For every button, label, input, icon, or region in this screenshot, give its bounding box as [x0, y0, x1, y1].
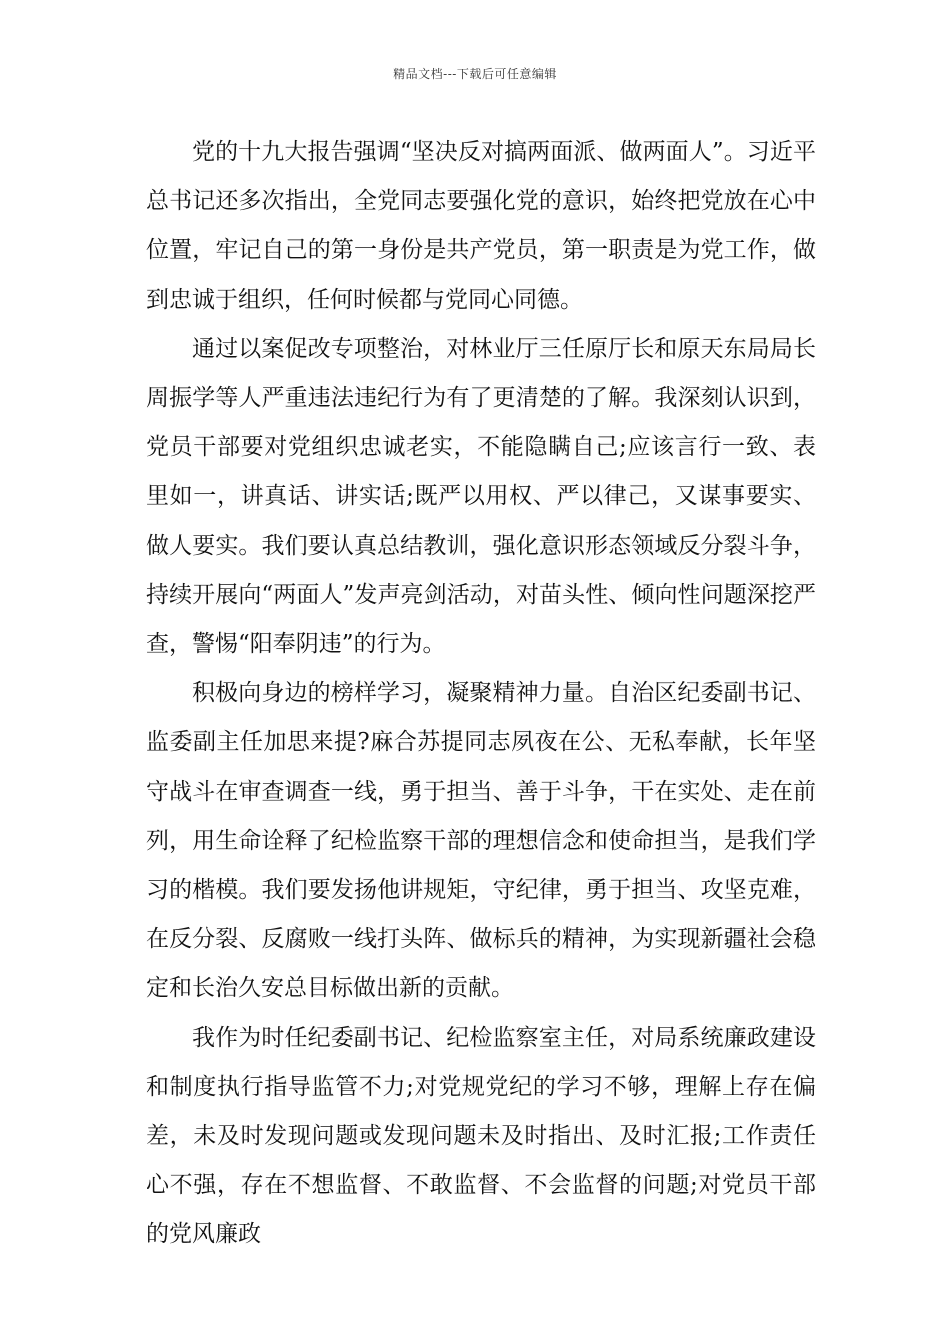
page-header: 精品文档---下载后可任意编辑 [393, 67, 557, 81]
paragraph: 我作为时任纪委副书记、纪检监察室主任，对局系统廉政建设和制度执行指导监管不力;对党规党纪的学习不够，理解上存在偏差，未及时发现问题或发现问题未及时指出、及时汇报;工作责任心不强，存在不想监督、不敢监督、不会监督的问题;对党员干部的党风廉政 [146, 1024, 816, 1248]
paragraph: 积极向身边的榜样学习，凝聚精神力量。自治区纪委副书记、监委副主任加思来提?麻合苏提同志夙夜在公、无私奉献，长年坚守战斗在审查调查一线，勇于担当、善于斗争，干在实处、走在前列，用生命诠释了纪检监察干部的理想信念和使命担当，是我们学习的楷模。我们要发扬他讲规矩，守纪律，勇于担当、攻坚克难，在反分裂、反腐败一线打头阵、做标兵的精神，为实现新疆社会稳定和长治久安总目标做出新的贡献。 [146, 680, 816, 1002]
document-body [146, 128, 816, 1260]
paragraph: 通过以案促改专项整治，对林业厅三任原厅长和原天东局局长周振学等人严重违法违纪行为有了更清楚的了解。我深刻认识到，党员干部要对党组织忠诚老实，不能隐瞒自己;应该言行一致、表里如一，讲真话、讲实话;既严以用权、严以律己，又谋事要实、做人要实。我们要认真总结教训，强化意识形态领域反分裂斗争，持续开展向“两面人”发声亮剑活动，对苗头性、倾向性问题深挖严查，警惕“阳奉阴违”的行为。 [146, 335, 816, 658]
paragraph: 党的十九大报告强调“坚决反对搞两面派、做两面人”。习近平总书记还多次指出，全党同志要强化党的意识，始终把党放在心中位置，牢记自己的第一身份是共产党员，第一职责是为党工作，做到忠诚于组织，任何时候都与党同心同德。 [146, 139, 816, 313]
